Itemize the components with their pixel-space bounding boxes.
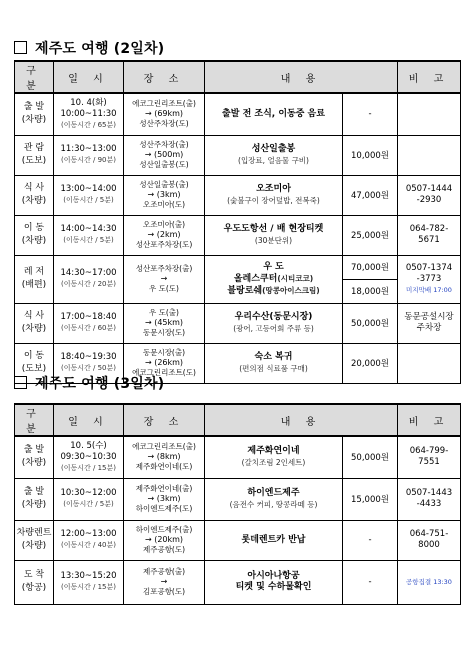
time-range: 10. 5(수) (70, 440, 107, 451)
note-text: 주차장 (416, 323, 442, 333)
place-cell (124, 255, 205, 303)
content-note: (숯불구이 장어덮밥, 전복죽) (227, 196, 320, 205)
place-cell (124, 560, 205, 604)
time-cell (54, 436, 124, 478)
route-arrow (124, 109, 204, 119)
departure-place: 성산일출봉(출) (139, 180, 189, 189)
route-arrow (124, 230, 204, 240)
place-cell (124, 303, 205, 343)
arrow-right-icon: → (147, 494, 155, 503)
departure-place: 우 도(출) (149, 308, 179, 317)
arrival-place: 김포공항(도) (142, 587, 186, 596)
transport-mode: (차량) (21, 500, 47, 510)
transport-mode: (배편) (21, 280, 47, 290)
content-note: (30분단위) (254, 236, 293, 245)
route-arrow (124, 494, 204, 504)
note-text: 064-782- (409, 224, 449, 234)
time-range: 12:00~13:00 (60, 529, 117, 539)
cost-cell: 25,000원 (343, 215, 398, 255)
route-arrow (124, 452, 204, 462)
arrow-right-icon: → (144, 358, 152, 367)
departure-place: 에코그린리조트(출) (132, 99, 196, 109)
content-title: 우 도 (263, 261, 284, 272)
transport-mode: (차량) (21, 236, 47, 246)
content-cell (205, 93, 343, 135)
travel-duration: (이동시간 / 60분) (61, 324, 116, 332)
route-arrow (124, 150, 204, 160)
content-cell (205, 478, 343, 520)
category-label: 차량렌트 (16, 528, 52, 538)
note-text: 0507-1443 (405, 488, 453, 498)
place-cell (124, 215, 205, 255)
content-cell (205, 303, 343, 343)
time-cell (54, 175, 124, 215)
cost-cell: 50,000원 (343, 436, 398, 478)
category-label: 이 동 (23, 351, 45, 361)
time-range: 13:30~15:20 (60, 571, 117, 581)
category-label: 레 저 (23, 267, 45, 277)
column-header: 비 고 (398, 61, 461, 93)
category-label: 식 사 (23, 183, 45, 193)
distance: (3km) (154, 494, 181, 503)
column-header: 일 시 (54, 61, 124, 93)
content-title: 아시아나항공 (247, 571, 300, 581)
category-cell (15, 520, 54, 560)
note-text: 0507-1374 (405, 262, 453, 273)
travel-duration: (이동시간 / 5분) (63, 500, 114, 508)
content-note: (음전수 커피, 땅콩라떼 등) (229, 500, 318, 509)
place-cell (124, 135, 205, 175)
arrival-place: 오조미아(도) (142, 200, 186, 209)
time-range: 18:40~19:30 (60, 352, 117, 362)
time-range: 10:30~12:00 (60, 488, 117, 498)
cost-cell: - (343, 93, 398, 135)
arrow-right-icon: → (160, 577, 168, 586)
arrow-right-icon: → (147, 190, 155, 199)
travel-duration: (이동시간 / 40분) (61, 541, 116, 549)
time-range: 13:00~14:00 (60, 184, 117, 194)
table-row (15, 255, 461, 279)
note-highlight: 미지막배 17:00 (406, 285, 452, 294)
cost-cell: - (343, 560, 398, 604)
content-cell (205, 175, 343, 215)
arrow-right-icon: → (147, 230, 155, 239)
content-cell (205, 215, 343, 255)
content-title: 하이엔드제주 (247, 488, 300, 498)
column-header: 내 용 (205, 404, 398, 436)
arrival-place: 하이엔드제주(도) (135, 504, 193, 513)
departure-place: 성산주차장(출) (139, 140, 189, 149)
note-text: 064-799- (409, 446, 449, 457)
travel-duration: (이동시간 / 90분) (61, 156, 116, 164)
time-cell (54, 560, 124, 604)
distance: (69km) (151, 109, 184, 119)
place-cell (124, 478, 205, 520)
day2-title: 제주도 여행 (2일차) (14, 38, 164, 58)
travel-duration: (이동시간 / 15분) (61, 463, 116, 472)
travel-duration: (이동시간 / 15분) (61, 583, 116, 591)
checkbox-square-icon (14, 376, 27, 389)
table-row (15, 93, 461, 135)
category-cell (15, 175, 54, 215)
category-label: 이 동 (23, 223, 45, 233)
time-range: 10. 4(화) (70, 97, 107, 108)
travel-duration: (이동시간 / 5분) (63, 236, 114, 244)
category-label: 관 람 (23, 143, 45, 153)
column-header: 비 고 (398, 404, 461, 436)
content-cell (205, 560, 343, 604)
distance: (2km) (154, 230, 181, 239)
arrow-right-icon: → (160, 274, 168, 283)
table-row (15, 436, 461, 478)
content-title: 출발 전 조식, 이동중 음료 (222, 108, 325, 119)
departure-place: 오조미아(출) (142, 220, 186, 229)
time-cell (54, 255, 124, 303)
travel-duration: (이동시간 / 5분) (63, 196, 114, 204)
arrival-place: 성산주차장(도) (139, 119, 189, 129)
place-cell (124, 175, 205, 215)
departure-place: 에코그린리조트(출) (132, 442, 196, 452)
cost-cell: 18,000원 (343, 279, 398, 303)
note-highlight: 공항집결 13:30 (406, 577, 452, 586)
table-header-row (15, 61, 461, 93)
content-title: 블랑로쉐(땅콩아이스크림) (227, 285, 320, 296)
route-arrow (124, 358, 204, 368)
cost-cell: 20,000원 (343, 343, 398, 383)
table-row (15, 175, 461, 215)
arrival-place: 성산일출봉(도) (139, 160, 189, 169)
note-cell (398, 560, 461, 604)
category-label: 출 발 (23, 102, 45, 113)
distance: (26km) (151, 358, 184, 367)
transport-mode: (차량) (21, 196, 47, 206)
content-cell (205, 436, 343, 478)
time-cell (54, 520, 124, 560)
table-row (15, 215, 461, 255)
transport-mode: (도보) (21, 364, 47, 374)
time-cell (54, 215, 124, 255)
content-note: (광어, 고등어회 주류 등) (233, 324, 314, 333)
note-cell (398, 175, 461, 215)
category-label: 식 사 (23, 311, 45, 321)
distance: (3km) (154, 190, 181, 199)
category-cell (15, 560, 54, 604)
travel-duration: (이동시간 / 65분) (61, 120, 116, 129)
column-header: 장 소 (124, 61, 205, 93)
note-cell (398, 436, 461, 478)
table-row (15, 560, 461, 604)
departure-place: 제주화연이네(출) (135, 484, 193, 493)
arrival-place: 동문시장(도) (142, 328, 186, 337)
content-note: (입장료, 얼음물 구비) (238, 156, 309, 165)
transport-mode: (차량) (21, 115, 47, 126)
place-cell (124, 436, 205, 478)
note-cell (398, 520, 461, 560)
cost-cell: 70,000원 (343, 255, 398, 279)
day2-schedule-table (14, 60, 461, 384)
content-title: 성산일출봉 (251, 144, 296, 154)
category-cell (15, 303, 54, 343)
note-cell (398, 135, 461, 175)
time-range: 10:00~11:30 (60, 108, 117, 119)
note-cell (398, 93, 461, 135)
transport-mode: (차량) (21, 324, 47, 334)
note-cell (398, 478, 461, 520)
time-cell (54, 478, 124, 520)
content-title: 오조미아 (256, 184, 291, 194)
departure-place: 성산포주차장(출) (135, 264, 193, 273)
time-cell (54, 93, 124, 135)
route-arrow (124, 274, 204, 284)
category-cell (15, 93, 54, 135)
column-header: 장 소 (124, 404, 205, 436)
note-cell (398, 215, 461, 255)
note-text: -4433 (416, 499, 442, 509)
distance: (8km) (154, 452, 181, 462)
cost-cell: 10,000원 (343, 135, 398, 175)
category-cell (15, 436, 54, 478)
distance: (500m) (151, 150, 184, 159)
time-range: 11:30~13:00 (60, 144, 117, 154)
arrow-right-icon: → (147, 452, 155, 462)
cost-cell: 47,000원 (343, 175, 398, 215)
transport-mode: (도보) (21, 156, 47, 166)
distance: (20km) (151, 535, 184, 544)
column-header: 구 분 (15, 61, 54, 93)
note-text: 064-751- (409, 529, 449, 539)
note-text: -3773 (416, 273, 442, 284)
table-header-row (15, 404, 461, 436)
content-title: 올레스쿠터(시티코코) (233, 273, 314, 284)
content-title: 롯데렌트카 반납 (241, 534, 306, 545)
category-label: 도 착 (23, 570, 45, 580)
note-cell (398, 255, 461, 303)
note-text: 7551 (418, 457, 440, 468)
checkbox-square-icon (14, 41, 27, 54)
note-text: 5671 (418, 235, 440, 245)
transport-mode: (항공) (21, 583, 47, 593)
place-cell (124, 520, 205, 560)
column-header: 구 분 (15, 404, 54, 436)
category-label: 출 발 (23, 445, 45, 456)
column-header: 내 용 (205, 61, 398, 93)
content-note: (시티코코) (277, 273, 314, 283)
note-text: -2930 (416, 195, 442, 205)
route-arrow (124, 318, 204, 328)
travel-duration: (이동시간 / 50분) (61, 364, 116, 372)
arrival-place: 제주화연이네(도) (135, 462, 193, 472)
category-cell (15, 478, 54, 520)
category-cell (15, 215, 54, 255)
arrow-right-icon: → (144, 318, 152, 327)
content-title: 우리수산(동문시장) (234, 312, 313, 322)
arrival-place: 제주공항(도) (142, 545, 186, 554)
content-title: 숙소 복귀 (254, 352, 293, 362)
table-row (15, 478, 461, 520)
arrow-right-icon: → (144, 150, 152, 159)
note-text: 동문공설시장 (404, 312, 454, 322)
distance: (45km) (151, 318, 184, 327)
table-row (15, 520, 461, 560)
content-cell (205, 255, 343, 303)
time-range: 14:30~17:00 (60, 268, 117, 278)
note-cell (398, 303, 461, 343)
cost-cell: 15,000원 (343, 478, 398, 520)
table-row (15, 135, 461, 175)
transport-mode: (차량) (21, 541, 47, 551)
place-cell (124, 93, 205, 135)
content-title: 티켓 및 수하물확인 (235, 582, 312, 592)
departure-place: 동문시장(출) (142, 348, 186, 357)
category-cell (15, 135, 54, 175)
content-title: 제주화연이네 (247, 446, 300, 457)
arrow-right-icon: → (144, 109, 152, 119)
departure-place: 하이엔드제주(출) (135, 525, 193, 534)
content-note: (갈치조림 2인세트) (241, 458, 306, 468)
day3-title: 제주도 여행 (3일차) (14, 373, 164, 393)
column-header: 일 시 (54, 404, 124, 436)
arrival-place: 우 도(도) (149, 284, 179, 293)
content-note: (땅콩아이스크림) (262, 285, 320, 295)
note-text: 0507-1444 (405, 184, 453, 194)
content-note: (편의점 식료품 구매) (239, 364, 308, 373)
note-cell (398, 343, 461, 383)
category-cell (15, 255, 54, 303)
time-range: 09:30~10:30 (60, 451, 117, 462)
cost-cell: - (343, 520, 398, 560)
day3-schedule-table (14, 403, 461, 605)
content-title: 우도도항선 / 배 현장티켓 (223, 224, 324, 234)
content-cell (205, 135, 343, 175)
time-cell (54, 303, 124, 343)
content-cell (205, 343, 343, 383)
category-label: 출 발 (23, 487, 45, 497)
time-range: 17:00~18:40 (60, 312, 117, 322)
content-cell (205, 520, 343, 560)
transport-mode: (차량) (21, 458, 47, 469)
time-cell (54, 135, 124, 175)
cost-cell: 50,000원 (343, 303, 398, 343)
time-range: 14:00~14:30 (60, 224, 117, 234)
arrival-place: 성산포주차장(도) (135, 240, 193, 249)
route-arrow (124, 190, 204, 200)
note-text: 8000 (418, 540, 440, 550)
travel-duration: (이동시간 / 20분) (61, 280, 116, 288)
departure-place: 제주공항(출) (142, 567, 186, 576)
route-arrow (124, 577, 204, 587)
arrow-right-icon: → (144, 535, 152, 544)
arrival-place: 에코그린리조트(도) (132, 368, 196, 377)
table-row (15, 303, 461, 343)
route-arrow (124, 535, 204, 545)
